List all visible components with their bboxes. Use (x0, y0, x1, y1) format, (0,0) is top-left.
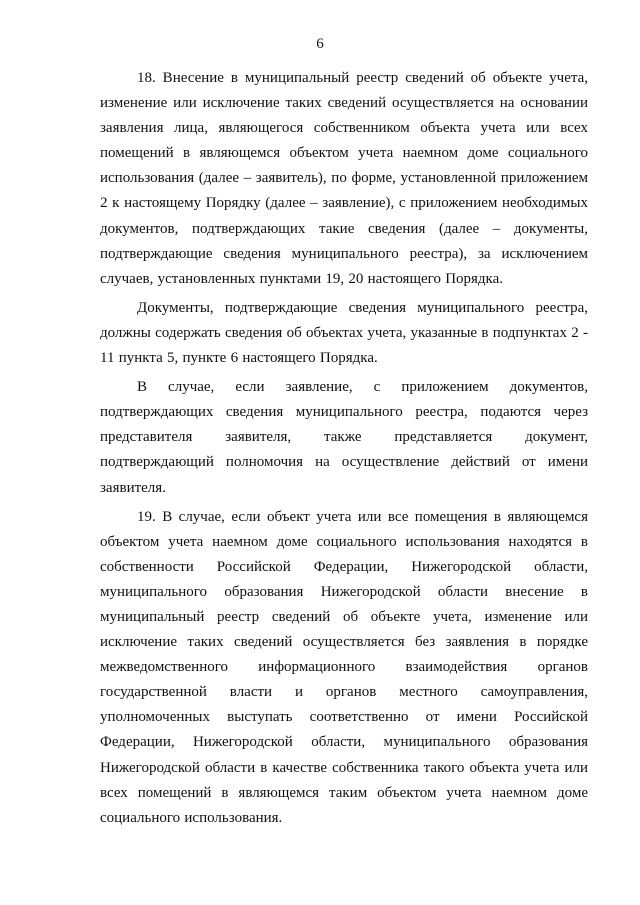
paragraph-representative: В случае, если заявление, с приложением документов, подтверждающих сведения муниципального реестра, подаются через представителя заявителя, также представляется документ, подтверждающий полномочия на осуществление действий от имени заявителя. (100, 379, 588, 496)
paragraph-19: 19. В случае, если объект учета или все помещения в являющемся объектом учета наемном доме социального использования находятся в собственности Российской Федерации, Нижегородской области, муниципального образования Нижегородской области внесение в муниципальный реестр сведений об объекте учета, изменение или исключение таких сведений осуществляется без заявления в порядке межведомственного информационного взаимодействия органов государственной власти и органов местного самоуправления, уполномоченных выступать соответственно от имени Российской Федерации, Нижегородской области, муниципального образования Нижегородской области в качестве собственника такого объекта учета или всех помещений в являющемся таким объектом учета наемном доме социального использования. (100, 508, 588, 826)
page-number: 6 (316, 36, 324, 52)
document-body (100, 66, 588, 831)
paragraph-18: 18. Внесение в муниципальный реестр сведений об объекте учета, изменение или исключение таких сведений осуществляется на основании заявления лица, являющегося собственником объекта учета или всех помещений в являющемся объектом учета наемном доме социального использования (далее – заявитель), по форме, установленной приложением 2 к настоящему Порядку (далее – заявление), с приложением необходимых документов, подтверждающих такие сведения (далее – документы, подтверждающие сведения муниципального реестра), за исключением случаев, установленных пунктами 19, 20 настоящего Порядка. (100, 70, 588, 287)
paragraph-documents: Документы, подтверждающие сведения муниципального реестра, должны содержать сведения об объектах учета, указанные в подпунктах 2 - 11 пункта 5, пункте 6 настоящего Порядка. (100, 299, 588, 367)
